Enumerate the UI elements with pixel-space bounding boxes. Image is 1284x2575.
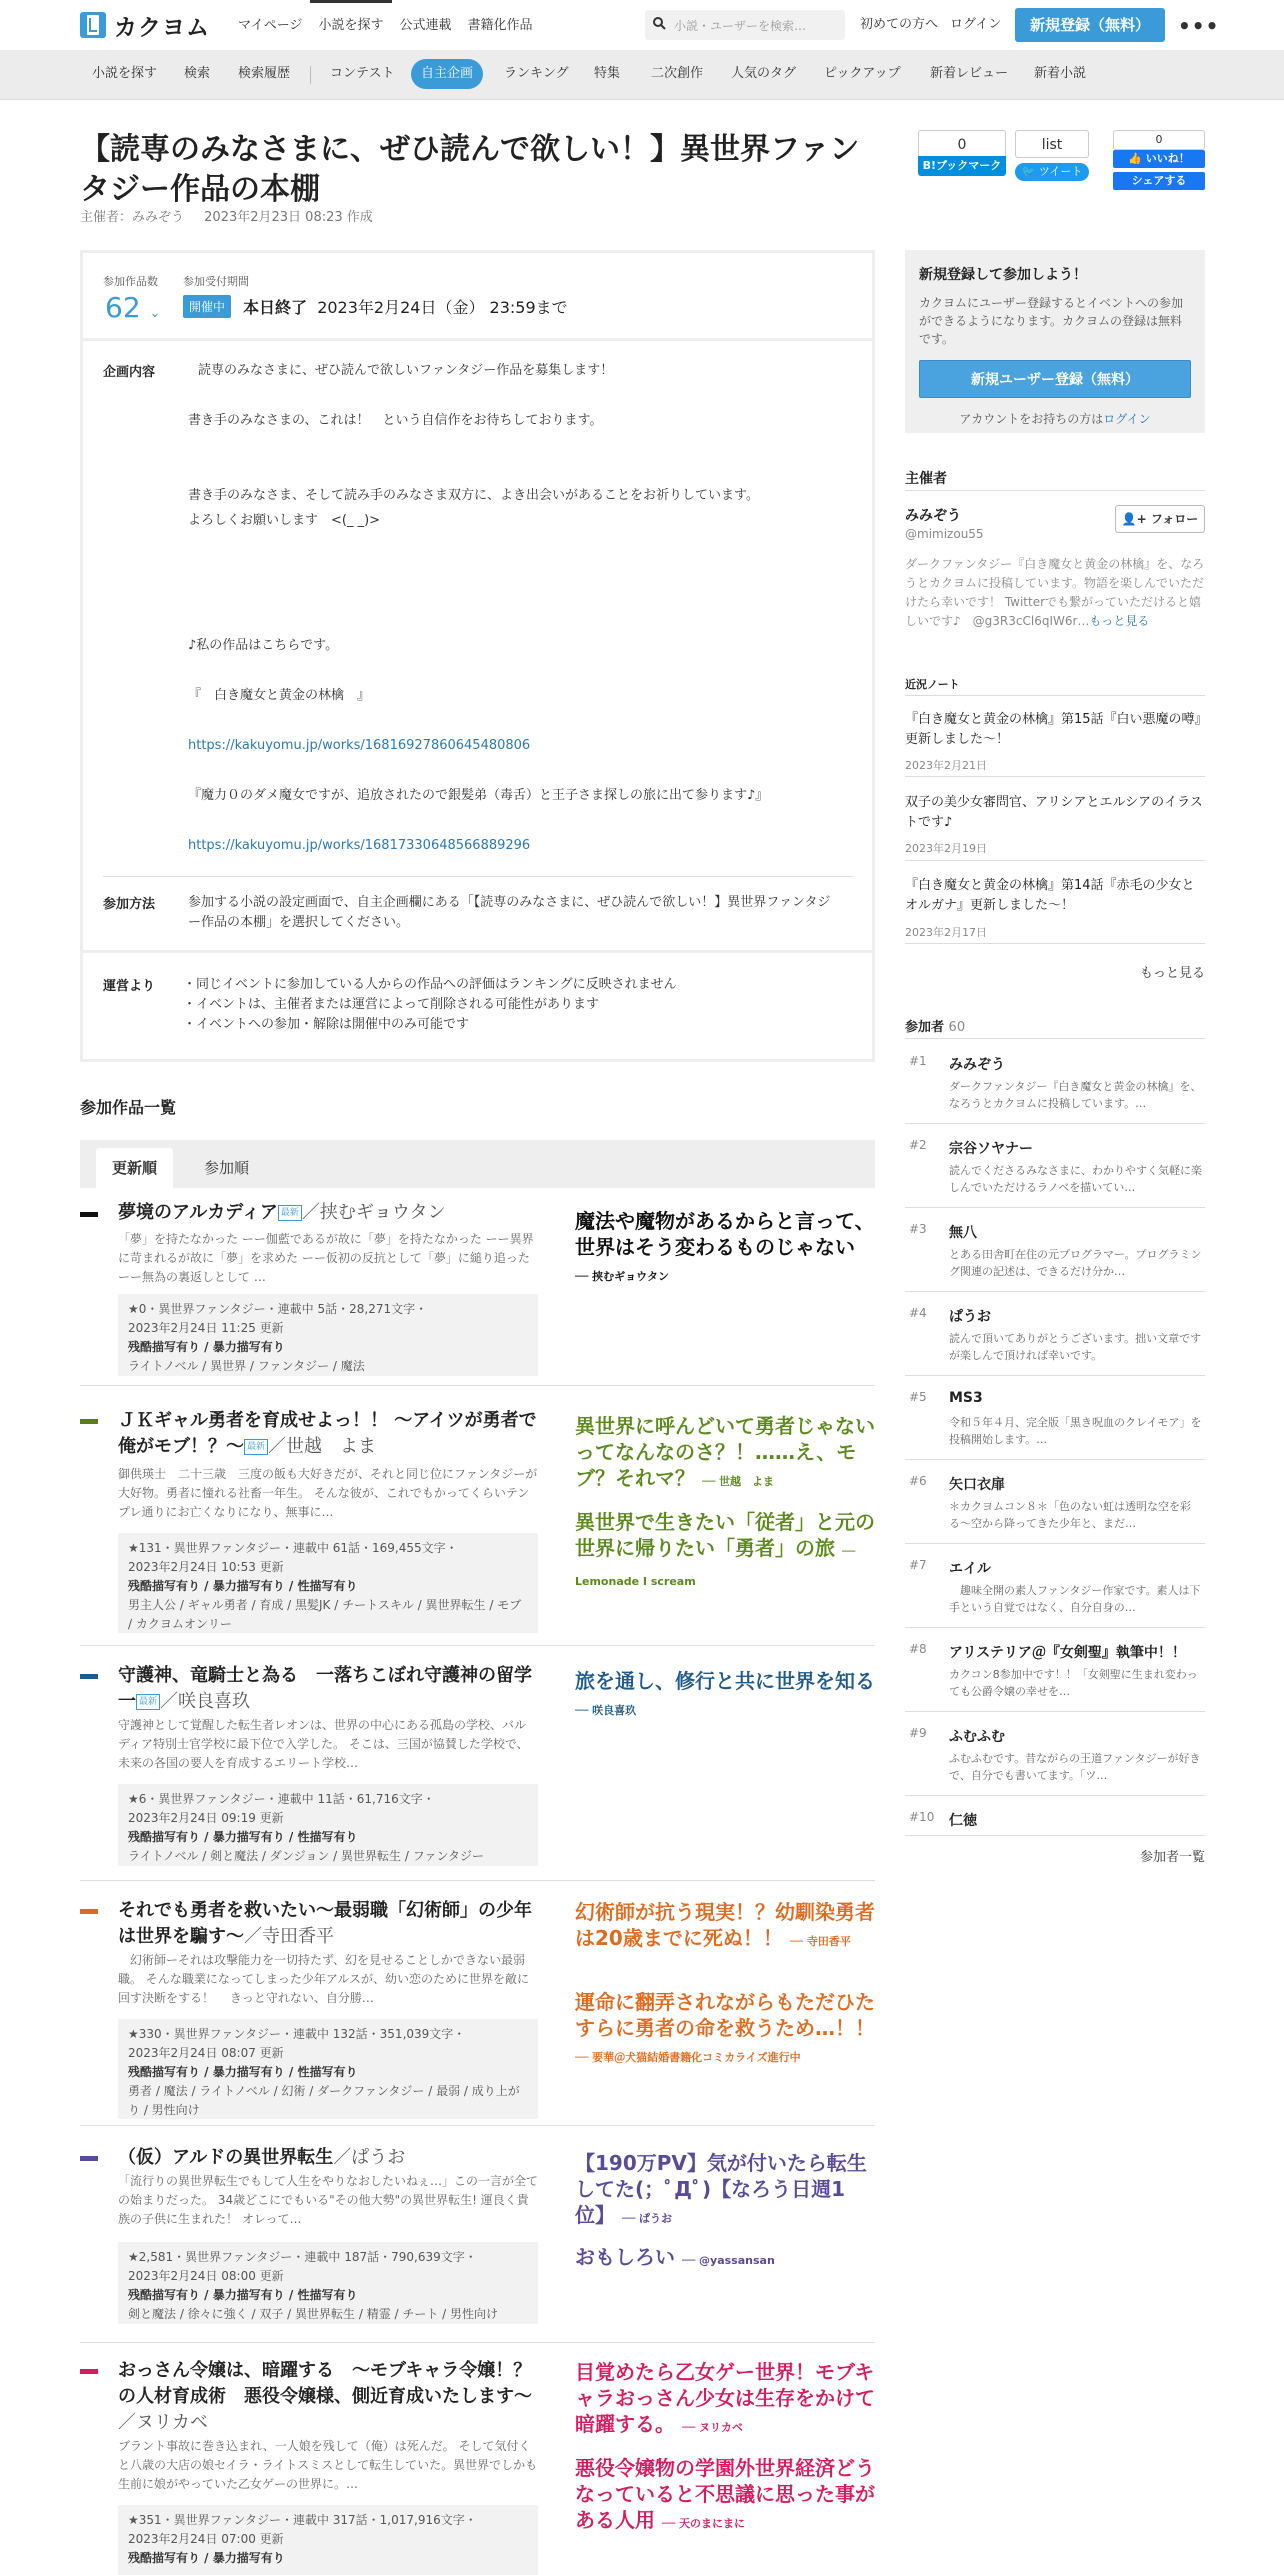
work-info: ★351・異世界ファンタジー・連載中 317話・1,017,916文字・ 2023年2月24日 07:00 更新 残酷描写有り / 暴力描写有り: [118, 2505, 538, 2575]
work-link-1[interactable]: https://kakuyomu.jp/works/16816927860645480806: [188, 738, 531, 753]
divider: [80, 1385, 875, 1386]
divider: [905, 776, 1205, 777]
work-color-bar: [80, 1212, 98, 1217]
work-info: ★6・異世界ファンタジー・連載中 11話・61,716文字・ 2023年2月24日 09:19 更新 残酷描写有り / 暴力描写有り / 性描写有り ライトノベル / 剣と魔法 / ダンジョン / 異世界転生 / ファンタジー: [118, 1784, 538, 1866]
event-summary: [83, 253, 872, 341]
divider: [80, 2125, 875, 2126]
page-title: 【読専のみなさまに、ぜひ読んで欲しい！】異世界ファンタジー作品の本棚: [80, 132, 860, 207]
work-color-bar: [80, 1419, 98, 1424]
desc-line-6: 『 白き魔女と黄金の林檎 』: [188, 688, 371, 703]
notice-label: 運営より: [103, 979, 156, 994]
method-label: 参加方法: [103, 897, 156, 912]
divider: [905, 490, 1205, 491]
review-catchphrase[interactable]: 【190万PV】気が付いたら転生してた(；ﾟДﾟ)【なろう日週1位】 ── ぱうお: [575, 2151, 867, 2227]
notes-more-link[interactable]: もっと見る: [1139, 966, 1205, 981]
participant-item[interactable]: #3 無八 とある田舎町在住の元プログラマー。プログラミング関連の記述は、できるだけ分か…: [905, 1208, 1205, 1292]
work-intro: 守護神として覚醒した転生者レオンは、世界の中心にある孤島の学校、バルディア特別士官学校に最下位で入学した。 そこは、三国が協賛した学校で、未来の各国の要人を育成するエリート学校…: [118, 1718, 529, 1770]
work-author: ／世越 よま: [268, 1436, 377, 1457]
subnav-divider: [310, 66, 311, 84]
desc-line-4: よろしくお願いします <(_ _)>: [188, 513, 381, 528]
work-color-bar: [80, 1909, 98, 1914]
desc-line-5: ♪私の作品はこちらです。: [188, 638, 339, 653]
organizer-name[interactable]: みみぞう: [905, 508, 961, 524]
work-title[interactable]: 夢境のアルカディア 最新 ／挟むギョウタン: [118, 1202, 446, 1223]
deadline-date: 2023年2月24日（金） 23:59まで: [317, 298, 568, 317]
work-color-bar: [80, 1674, 98, 1679]
work-info: ★2,581・異世界ファンタジー・連載中 187話・790,639文字・ 2023年2月24日 08:00 更新 残酷描写有り / 暴力描写有り / 性描写有り 剣と魔法 / 徐々に強く / 双子 / 異世界転生 / 精霊 / チート / 男性向け: [118, 2242, 538, 2324]
participant-item[interactable]: #2 宗谷ソヤナー 読んでくださるみなさまに、わかりやすく気軽に楽しんでいただけるラノベを描いてい…: [905, 1124, 1205, 1208]
status-badge: 開催中: [183, 295, 231, 318]
note-date: 2023年2月17日: [905, 926, 987, 939]
note-title[interactable]: 『白き魔女と黄金の林檎』第15話『白い悪魔の噂』更新しました～！: [905, 712, 1202, 747]
desc-link-1[interactable]: [188, 736, 530, 756]
bookmark-count: 0: [918, 130, 1006, 158]
top-bar: [0, 0, 1284, 50]
tab-joined[interactable]: 参加順: [204, 1159, 250, 1177]
organizer-id: @mimizou55: [905, 527, 984, 541]
notice-item: ・同じイベントに参加している人からの作品への評価はランキングに反映されません: [183, 977, 677, 992]
work-intro: 「夢」を持たなかった ーー伽藍であるが故に「夢」を持たなかった ーー異界に苛まれるが故に「夢」を求めた ーー仮初の反抗として「夢」に縋り追った ーー無為の裏返しとして …: [118, 1232, 534, 1284]
chevron-down-icon: ⌄: [149, 306, 161, 321]
work-color-bar: [80, 2156, 98, 2161]
join-text: カクヨムにユーザー登録するとイベントへの参加ができるようになります。カクヨムの登録は無料です。: [919, 296, 1184, 346]
event-details-box: [80, 250, 875, 1062]
review-catchphrase[interactable]: 異世界に呼んどいて勇者じゃないってなんなのさ？！……え、モブ？それマ？ ── 世越 よま: [575, 1414, 875, 1490]
join-panel: [905, 250, 1205, 433]
nav-books[interactable]: 書籍化作品: [467, 18, 533, 33]
subnav-fanfic[interactable]: 二次創作: [651, 66, 704, 81]
subnav-feature[interactable]: 特集: [594, 66, 621, 81]
new-badge: 最新: [278, 1205, 302, 1221]
work-intro: 「流行りの異世界転生でもして人生をやりなおしたいねぇ…」この一言が全ての始まりだった。 34歳どこにでもいる"その他大勢"の異世界転生! 運良く貴族の子供に生まれた！ オレって…: [118, 2174, 539, 2226]
divider: [80, 1880, 875, 1881]
participant-item[interactable]: #6 矢口衣扉 ＊カクヨムコン８＊「色のない虹は透明な空を彩る〜空から降ってきた少年と、まだ…: [905, 1460, 1205, 1544]
divider: [905, 695, 1205, 696]
site-logo[interactable]: [80, 12, 210, 41]
subnav-contest[interactable]: コンテスト: [330, 66, 395, 81]
box-divider: [83, 950, 872, 953]
divider: [905, 943, 1205, 944]
like-label: いいね！: [1145, 152, 1190, 165]
subnav-ranking[interactable]: ランキング: [504, 66, 569, 81]
subnav-new-novels[interactable]: 新着小説: [1034, 66, 1087, 81]
notes-heading: 近況ノート: [905, 678, 960, 691]
period-label: 参加受付期間: [183, 275, 249, 288]
participant-item[interactable]: #7 エイル 趣味全開の素人ファンタジー作家です。素人は下手という自覚ではなく、自分自身の…: [905, 1544, 1205, 1628]
hatena-bookmark[interactable]: [918, 130, 1006, 176]
participants-list-link[interactable]: 参加者一覧: [1139, 1850, 1205, 1865]
account-text: アカウントをお持ちの方はログイン: [959, 412, 1151, 426]
work-info: ★131・異世界ファンタジー・連載中 61話・169,455文字・ 2023年2月24日 10:53 更新 残酷描写有り / 暴力描写有り / 性描写有り 男主人公 / ギャル勇者 / 育成 / 黒髪JK / チートスキル / 異世界転生 / モブ / カクヨムオンリー: [118, 1533, 538, 1633]
work-link-2[interactable]: https://kakuyomu.jp/works/16817330648566889296: [188, 838, 531, 853]
subnav-events[interactable]: 自主企画: [411, 59, 483, 89]
method-text: 参加する小説の設定画面で、自主企画欄にある「【読専のみなさまに、ぜひ読んで欲しい！】異世界ファンタジー作品の本棚」を選択してください。: [188, 895, 831, 930]
deadline: [243, 295, 568, 318]
participant-item[interactable]: #1 みみぞう ダークファンタジー『白き魔女と黄金の林檎』を、なろうとカクヨムに投稿しています。…: [905, 1040, 1205, 1124]
join-title: 新規登録して参加しよう！: [919, 267, 1087, 283]
subnav-reviews[interactable]: 新着レビュー: [930, 66, 1009, 81]
work-intro: 御供瑛士 二十三歳 三度の飯も大好きだが、それと同じ位にファンタジーが大好物。勇者に憧れる社畜一年生。 そんな彼が、これでもかってくらいテンプレ通りにお亡くなりになり、無事に…: [118, 1467, 538, 1519]
work-color-bar: [80, 2369, 98, 2374]
review-catchphrase[interactable]: おもしろい ── @yassansan: [575, 2245, 775, 2269]
tab-updated[interactable]: 更新順: [96, 1148, 173, 1188]
sort-tabs: [80, 1140, 875, 1188]
sidebar-login-link[interactable]: ログイン: [1103, 412, 1151, 426]
review-catchphrase[interactable]: 旅を通し、修行と共に世界を知る ── 咲良喜玖: [575, 1669, 875, 1717]
organizer-heading: 主催者: [905, 471, 947, 487]
tweet-button[interactable]: [1015, 163, 1089, 181]
entry-count[interactable]: [105, 291, 160, 324]
entry-count-value: 62: [105, 291, 141, 324]
divider: [80, 1645, 875, 1646]
participants-heading: 参加者 60: [905, 1020, 966, 1035]
review-catchphrase[interactable]: 異世界で生きたい「従者」と元の世界に帰りたい「勇者」の旅 ── Lemonade I scream: [575, 1510, 875, 1588]
list-count: list: [1015, 130, 1089, 158]
participant-item[interactable]: #8 アリステリア＠『女剣聖』執筆中！！ カクコン8参加中です！！「女剣聖に生まれ変わっても公爵令嬢の幸せを…: [905, 1628, 1205, 1712]
participant-item[interactable]: #9 ふむふむ ふむふむです。昔ながらの王道ファンタジーが好きで、自分でも書いてます。「ツ…: [905, 1712, 1205, 1796]
review-catchphrase[interactable]: 目覚めたら乙女ゲー世界！モブキャラおっさん少女は生存をかけて暗躍する。 ── ヌリカベ: [575, 2360, 875, 2436]
work-intro: 幻術師ーそれは攻撃能力を一切持たず、幻を見せることしかできない最弱職。 そんな職業になってしまった少年アルスが、幼い恋のために世界を敵に回す決断をする！ きっと守れない、自分勝…: [118, 1953, 529, 2005]
end-today: 本日終了: [243, 298, 308, 317]
tweet-widget[interactable]: [1015, 130, 1089, 181]
like-count: 0: [1113, 130, 1205, 150]
desc-line-7: 『魔力０のダメ魔女ですが、追放されたので銀髪弟（毒舌）と王子さま探しの旅に出て参ります♪』: [188, 788, 769, 803]
nav-official[interactable]: 公式連載: [399, 18, 452, 33]
work-title[interactable]: ＪＫギャル勇者を育成せよっ！！ ～アイツが勇者で俺がモブ！？～ 最新 ／世越 よま: [118, 1410, 537, 1457]
work-title[interactable]: それでも勇者を救いたい～最弱職「幻術師」の少年は世界を騙す～／寺田香平: [118, 1900, 532, 1947]
divider: [905, 1038, 1205, 1039]
register-user-button[interactable]: 新規ユーザー登録（無料）: [919, 360, 1191, 398]
work-author: ／ヌリカベ: [118, 2412, 208, 2433]
twitter-bird-icon: 🐦: [1021, 165, 1036, 178]
bookmark-label: B!ブックマーク: [918, 156, 1006, 176]
like-button[interactable]: [1113, 150, 1205, 168]
participants-count: 60: [948, 1020, 966, 1035]
note-date: 2023年2月19日: [905, 842, 987, 855]
facebook-widget[interactable]: [1113, 130, 1205, 190]
organizer-more-link[interactable]: もっと見る: [1089, 614, 1150, 628]
nav-find-novels[interactable]: 小説を探す: [310, 0, 391, 50]
new-badge: 最新: [244, 1439, 268, 1455]
share-button[interactable]: シェアする: [1113, 172, 1205, 190]
more-menu-icon[interactable]: •••: [1178, 14, 1220, 38]
work-title[interactable]: 守護神、竜騎士と為る 一落ちこぼれ守護神の留学一 最新 ／咲良喜玖: [118, 1665, 532, 1712]
description-label: 企画内容: [103, 365, 156, 380]
logo-text: カクヨム: [114, 14, 210, 41]
work-author: ／ぱうお: [333, 2147, 406, 2168]
participant-item[interactable]: #10 仁徳: [905, 1796, 1205, 1836]
subnav-history[interactable]: 検索履歴: [238, 66, 291, 81]
note-date: 2023年2月21日: [905, 759, 987, 772]
follow-button[interactable]: 👤+ フォロー: [1115, 505, 1205, 533]
divider: [80, 2342, 875, 2343]
desc-line-1: 読専のみなさまに、ぜひ読んで欲しいファンタジー作品を募集します！: [198, 363, 614, 378]
subnav-search[interactable]: 検索: [184, 66, 211, 81]
participant-item[interactable]: #4 ぱうお 読んで頂いてありがとうございます。拙い文章ですが楽しんで頂ければ幸いです。: [905, 1292, 1205, 1376]
divider: [103, 876, 853, 877]
subnav-tags[interactable]: 人気のタグ: [731, 66, 797, 81]
desc-line-2: 書き手のみなさまの、これは！ という自信作をお待ちしております。: [188, 413, 603, 428]
login-link[interactable]: ログイン: [950, 17, 1002, 32]
organizer-label[interactable]: 主催者：みみぞう: [80, 210, 185, 225]
work-author: ／寺田香平: [244, 1926, 334, 1947]
subnav-pickup[interactable]: ピックアップ: [824, 66, 901, 81]
works-heading: 参加作品一覧: [80, 1098, 177, 1117]
review-catchphrase[interactable]: 幻術師が抗う現実！？幼馴染勇者は20歳までに死ぬ！！ ── 寺田香平: [575, 1900, 875, 1950]
search-input[interactable]: [645, 10, 845, 40]
register-button[interactable]: 新規登録（無料）: [1015, 8, 1165, 42]
new-badge: 最新: [136, 1694, 160, 1710]
review-catchphrase[interactable]: 魔法や魔物があるからと言って、世界はそう変わるものじゃない ── 挟むギョウタン: [575, 1209, 875, 1283]
tweet-label: ツイート: [1038, 165, 1083, 178]
work-author: ／咲良喜玖: [160, 1691, 251, 1712]
note-title[interactable]: 『白き魔女と黄金の林檎』第14話『赤毛の少女とオルガナ』更新しました～！: [905, 878, 1195, 913]
add-user-icon: 👤+: [1121, 512, 1147, 526]
subnav-find[interactable]: 小説を探す: [92, 66, 158, 81]
participant-item[interactable]: #5 MS3 令和５年４月、完全版「黒き呪血のクレイモア」を投稿開始します。…: [905, 1376, 1205, 1460]
search-icon: [653, 17, 666, 33]
event-meta: [80, 206, 373, 225]
organizer-description: ダークファンタジー『白き魔女と黄金の林檎』を、なろうとカクヨムに投稿しています。物語を楽しんでいただけたら幸いです！ Twitterでも繋がっていただけると嬉しいです♪ @g3R3cCl6qIW6r…もっと見る: [905, 557, 1205, 628]
sub-nav: [0, 50, 1284, 100]
nav-mypage[interactable]: マイページ: [238, 18, 303, 33]
note-title[interactable]: 双子の美少女審問官、アリシアとエルシアのイラストです♪: [905, 795, 1203, 830]
thumbs-up-icon: 👍: [1128, 152, 1142, 165]
notice-item: ・イベントへの参加・解除は開催中のみ可能です: [183, 1017, 470, 1032]
work-info: ★0・異世界ファンタジー・連載中 5話・28,271文字・ 2023年2月24日 11:25 更新 残酷描写有り / 暴力描写有り ライトノベル / 異世界 / ファンタジー / 魔法: [118, 1294, 538, 1376]
work-info: ★330・異世界ファンタジー・連載中 132話・351,039文字・ 2023年2月24日 08:07 更新 残酷描写有り / 暴力描写有り / 性描写有り 勇者 / 魔法 / ライトノベル / 幻術 / ダークファンタジー / 最弱 / 成り上がり / 男性向け: [118, 2019, 538, 2119]
count-label: 参加作品数: [103, 275, 158, 288]
notice-list: [183, 975, 677, 1035]
first-time-link[interactable]: 初めての方へ: [860, 17, 939, 32]
top-nav: [230, 0, 541, 50]
work-title[interactable]: おっさん令嬢は、暗躍する ～モブキャラ令嬢！？の人材育成術 悪役令嬢様、側近育成いたします～／ヌリカベ: [118, 2360, 532, 2433]
kakuyomu-logo-icon: [80, 12, 106, 38]
desc-link-2[interactable]: [188, 836, 530, 856]
notice-item: ・イベントは、主催者または運営によって削除される可能性があります: [183, 997, 600, 1012]
work-intro: ブラント事故に巻き込まれ、一人娘を残して（俺）は死んだ。 そして気付くと八歳の大店の娘セイラ・ライトスミスとして転生していた。異世界でしかも生前に娘がやっていた乙女ゲーの世界に。…: [118, 2439, 538, 2491]
review-catchphrase[interactable]: 運命に翻弄されながらもただひたすらに勇者の命を救うため…！！ ── 要華＠犬猫結婚書籍化コミカライズ進行中: [575, 1990, 875, 2064]
desc-line-3: 書き手のみなさま、そして読み手のみなさま双方に、よき出会いがあることをお祈りしています。: [188, 488, 759, 503]
work-author: ／挟むギョウタン: [301, 1202, 446, 1223]
review-catchphrase[interactable]: 悪役令嬢物の学園外世界経済どうなっていると不思議に思った事がある人用 ── 天のまにまに: [575, 2456, 875, 2532]
work-title[interactable]: （仮）アルドの異世界転生／ぱうお: [118, 2147, 406, 2168]
divider: [905, 860, 1205, 861]
created-date: 2023年2月23日 08:23 作成: [204, 210, 373, 225]
search-placeholder: 小説・ユーザーを検索…: [674, 18, 807, 33]
